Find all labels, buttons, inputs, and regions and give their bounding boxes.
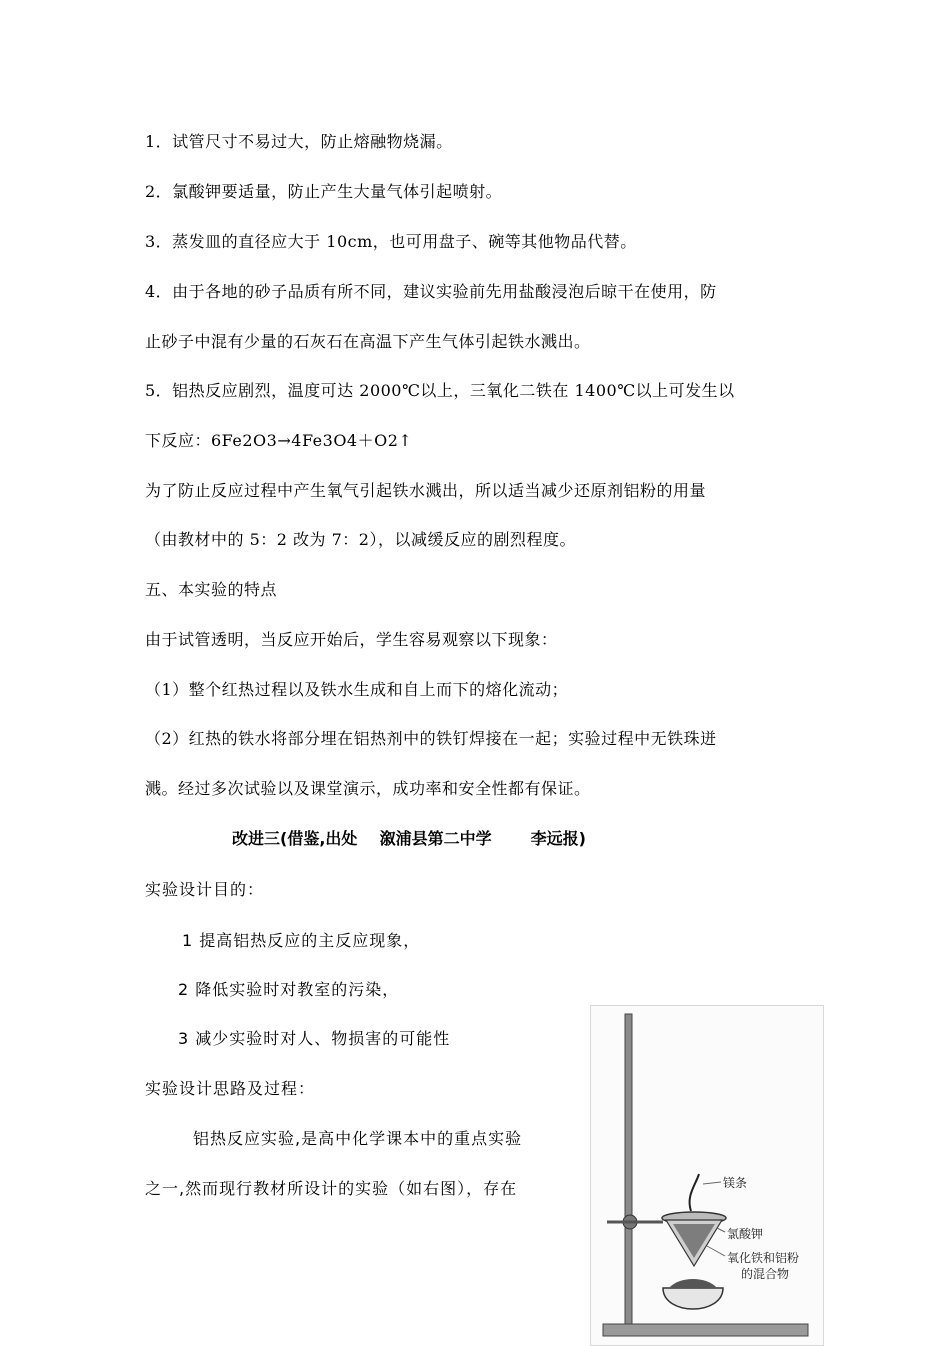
leader-magnesium [703,1182,721,1184]
label-magnesium: 镁条 [723,1176,748,1190]
design-process-line-1: 铝热反应实验,是高中化学课本中的重点实验 [193,1129,523,1148]
paragraph-9-line-2: 溅。经过多次试验以及课堂演示，成功率和安全性都有保证。 [145,779,591,798]
purpose-item-3: 3 减少实验时对人、物损害的可能性 [178,1029,451,1048]
item-4-line-1: 4．由于各地的砂子品质有所不同，建议实验前先用盐酸浸泡后晾干在使用，防 [145,282,717,301]
leader-mixture [707,1246,725,1256]
stand-rod [625,1014,632,1336]
leader-chlorate [717,1228,725,1232]
design-purpose-heading: 实验设计目的： [145,880,265,899]
item-4-line-2: 止砂子中混有少量的石灰石在高温下产生气体引起铁水溅出。 [145,332,591,351]
purpose-item-1: 1 提高铝热反应的主反应现象， [182,931,421,950]
item-3: 3．蒸发皿的直径应大于 10cm，也可用盘子、碗等其他物品代替。 [145,232,637,251]
label-mixture-1: 氧化铁和铝粉 [727,1251,800,1265]
design-process-line-2: 之一,然而现行教材所设计的实验（如右图），存在 [145,1179,518,1198]
item-5-line-2: 下反应：6Fe2O3→4Fe3O4＋O2↑ [145,431,413,450]
paragraph-6-line-1: 为了防止反应过程中产生氧气引起铁水溅出，所以适当减少还原剂铝粉的用量 [145,481,707,500]
stand-base [603,1324,808,1336]
magnesium-ribbon [690,1174,699,1211]
apparatus-drawing [591,1006,823,1345]
evaporating-dish [663,1288,723,1309]
label-chlorate: 氯酸钾 [727,1227,764,1241]
paragraph-9-line-1: （2）红热的铁水将部分埋在铝热剂中的铁钉焊接在一起；实验过程中无铁珠迸 [145,729,717,748]
paragraph-6-line-2: （由教材中的 5：2 改为 7：2），以减缓反应的剧烈程度。 [145,530,576,549]
sand-in-dish [669,1279,717,1288]
purpose-item-2: 2 降低实验时对教室的污染， [178,980,400,999]
item-2: 2．氯酸钾要适量，防止产生大量气体引起喷射。 [145,182,503,201]
item-5-line-1: 5．铝热反应剧烈，温度可达 2000℃以上，三氧化二铁在 1400℃以上可发生以 [145,381,735,400]
label-mixture-2: 的混合物 [741,1267,790,1281]
apparatus-figure [590,1005,824,1346]
paragraph-7: 由于试管透明，当反应开始后，学生容易观察以下现象： [145,630,558,649]
item-1: 1．试管尺寸不易过大，防止熔融物烧漏。 [145,132,453,151]
improvement-title: 改进三(借鉴,出处 溆浦县第二中学 李远报) [232,829,586,848]
design-process-heading: 实验设计思路及过程： [145,1079,316,1098]
section-heading-5: 五、本实验的特点 [145,580,278,599]
paragraph-8: （1）整个红热过程以及铁水生成和自上而下的熔化流动； [145,680,569,699]
